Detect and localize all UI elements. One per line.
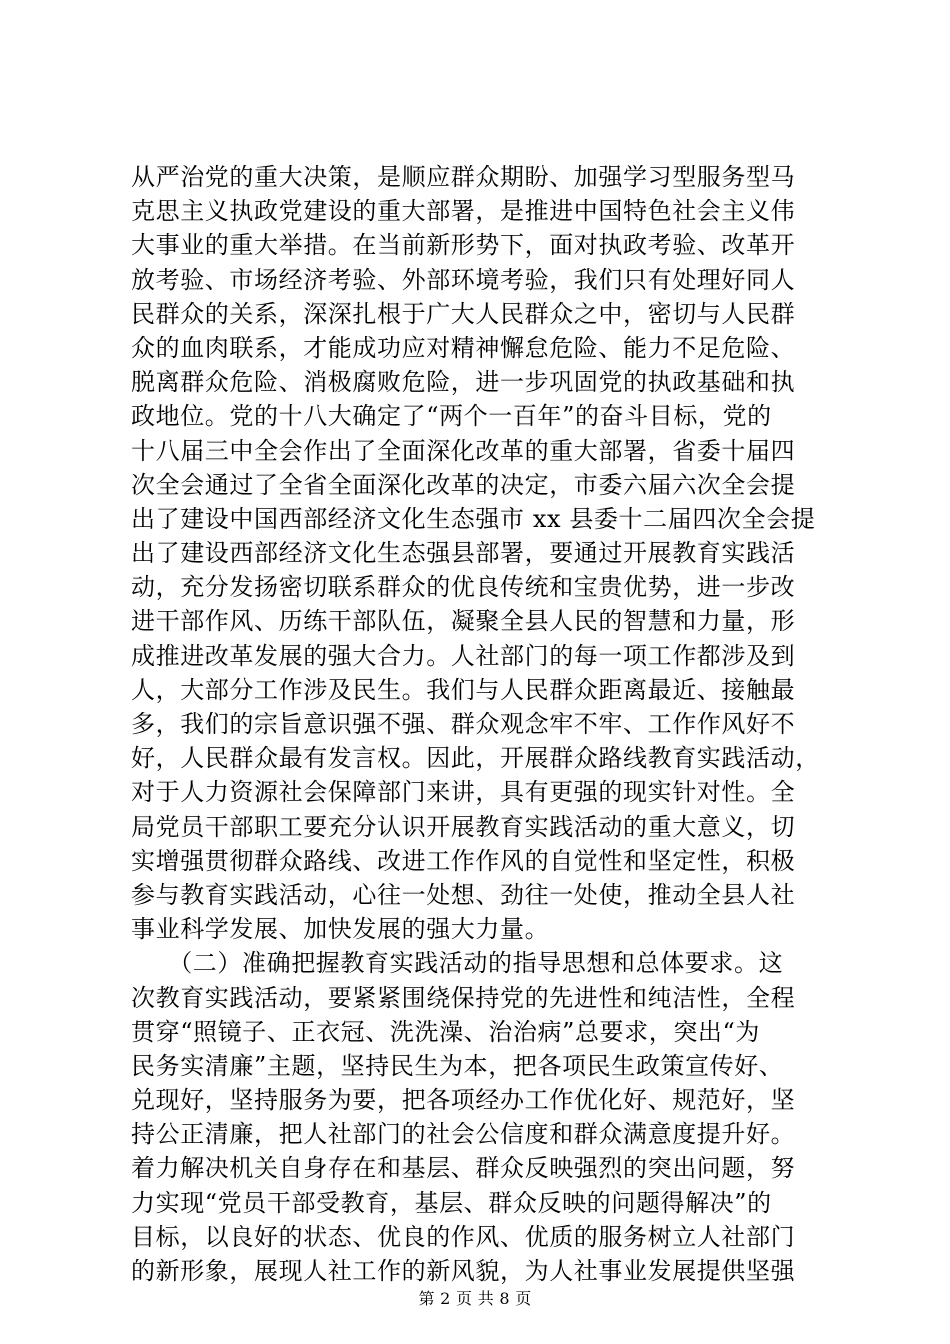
- text-line: 出了建设西部经济文化生态强县部署，要通过开展教育实践活: [131, 539, 796, 568]
- text-line: 十八届三中全会作出了全面深化改革的重大部署，省委十届四: [131, 436, 796, 465]
- text-line: 的新形象，展现人社工作的新风貌，为人社事业发展提供坚强: [131, 1257, 796, 1285]
- text-line: 民务实清廉”主题，坚持民生为本，把各项民生政策宣传好、: [131, 1051, 784, 1080]
- text-line: 多，我们的宗旨意识强不强、群众观念牢不牢、工作作风好不: [131, 710, 796, 738]
- text-line: 参与教育实践活动，心往一处想、劲往一处使，推动全县人社: [131, 880, 796, 909]
- text-line: 事业科学发展、加快发展的强大力量。: [131, 915, 550, 944]
- text-line: 目标，以良好的状态、优良的作风、优质的服务树立人社部门: [131, 1222, 796, 1251]
- text-line: 贯穿“照镜子、正衣冠、洗洗澡、治治病”总要求，突出“为: [131, 1017, 761, 1046]
- text-line: 对于人力资源社会保障部门来讲，具有更强的现实针对性。全: [131, 778, 796, 807]
- text-line: 兑现好，坚持服务为要，把各项经办工作优化好、规范好，坚: [131, 1086, 796, 1115]
- text-line: 成推进改革发展的强大合力。人社部门的每一项工作都涉及到: [131, 641, 796, 670]
- text-line: 进干部作风、历练干部队伍，凝聚全县人民的智慧和力量，形: [131, 607, 796, 636]
- text-line: 出了建设中国西部经济文化生态强市 xx 县委十二届四次全会提: [131, 504, 816, 533]
- text-line: 次全会通过了全省全面深化改革的决定，市委六届六次全会提: [131, 470, 796, 499]
- page-number-footer: 第 2 页 共 8 页: [418, 1289, 532, 1308]
- text-line: 政地位。党的十八大确定了“两个一百年”的奋斗目标，党的: [131, 402, 772, 431]
- text-line: 大事业的重大举措。在当前新形势下，面对执政考验、改革开: [131, 231, 796, 260]
- text-line: 民群众的关系，深深扎根于广大人民群众之中，密切与人民群: [131, 299, 796, 328]
- text-line: 局党员干部职工要充分认识开展教育实践活动的重大意义，切: [131, 812, 796, 841]
- text-line: 动，充分发扬密切联系群众的优良传统和宝贵优势，进一步改: [131, 573, 796, 602]
- text-line: 次教育实践活动，要紧紧围绕保持党的先进性和纯洁性，全程: [131, 983, 796, 1012]
- text-line: 人，大部分工作涉及民生。我们与人民群众距离最近、接触最: [131, 675, 796, 704]
- text-line: 好，人民群众最有发言权。因此，开展群众路线教育实践活动，: [131, 744, 820, 773]
- document-body: [131, 160, 831, 1288]
- text-line: 脱离群众危险、消极腐败危险，进一步巩固党的执政基础和执: [131, 368, 796, 397]
- text-line: 众的血肉联系，才能成功应对精神懈怠危险、能力不足危险、: [131, 333, 796, 362]
- text-line: 持公正清廉，把人社部门的社会公信度和群众满意度提升好。: [131, 1120, 796, 1149]
- text-line: 克思主义执政党建设的重大部署，是推进中国特色社会主义伟: [131, 197, 796, 226]
- text-line: 力实现“党员干部受教育，基层、群众反映的问题得解决”的: [131, 1188, 772, 1217]
- section-heading-line: （二）准确把握教育实践活动的指导思想和总体要求。这: [131, 949, 784, 978]
- text-line: 放考验、市场经济考验、外部环境考验，我们只有处理好同人: [131, 265, 796, 294]
- text-line: 着力解决机关自身存在和基层、群众反映强烈的突出问题，努: [131, 1154, 796, 1183]
- text-line: 实增强贯彻群众路线、改进工作作风的自觉性和坚定性，积极: [131, 846, 796, 875]
- text-line: 从严治党的重大决策，是顺应群众期盼、加强学习型服务型马: [131, 163, 796, 191]
